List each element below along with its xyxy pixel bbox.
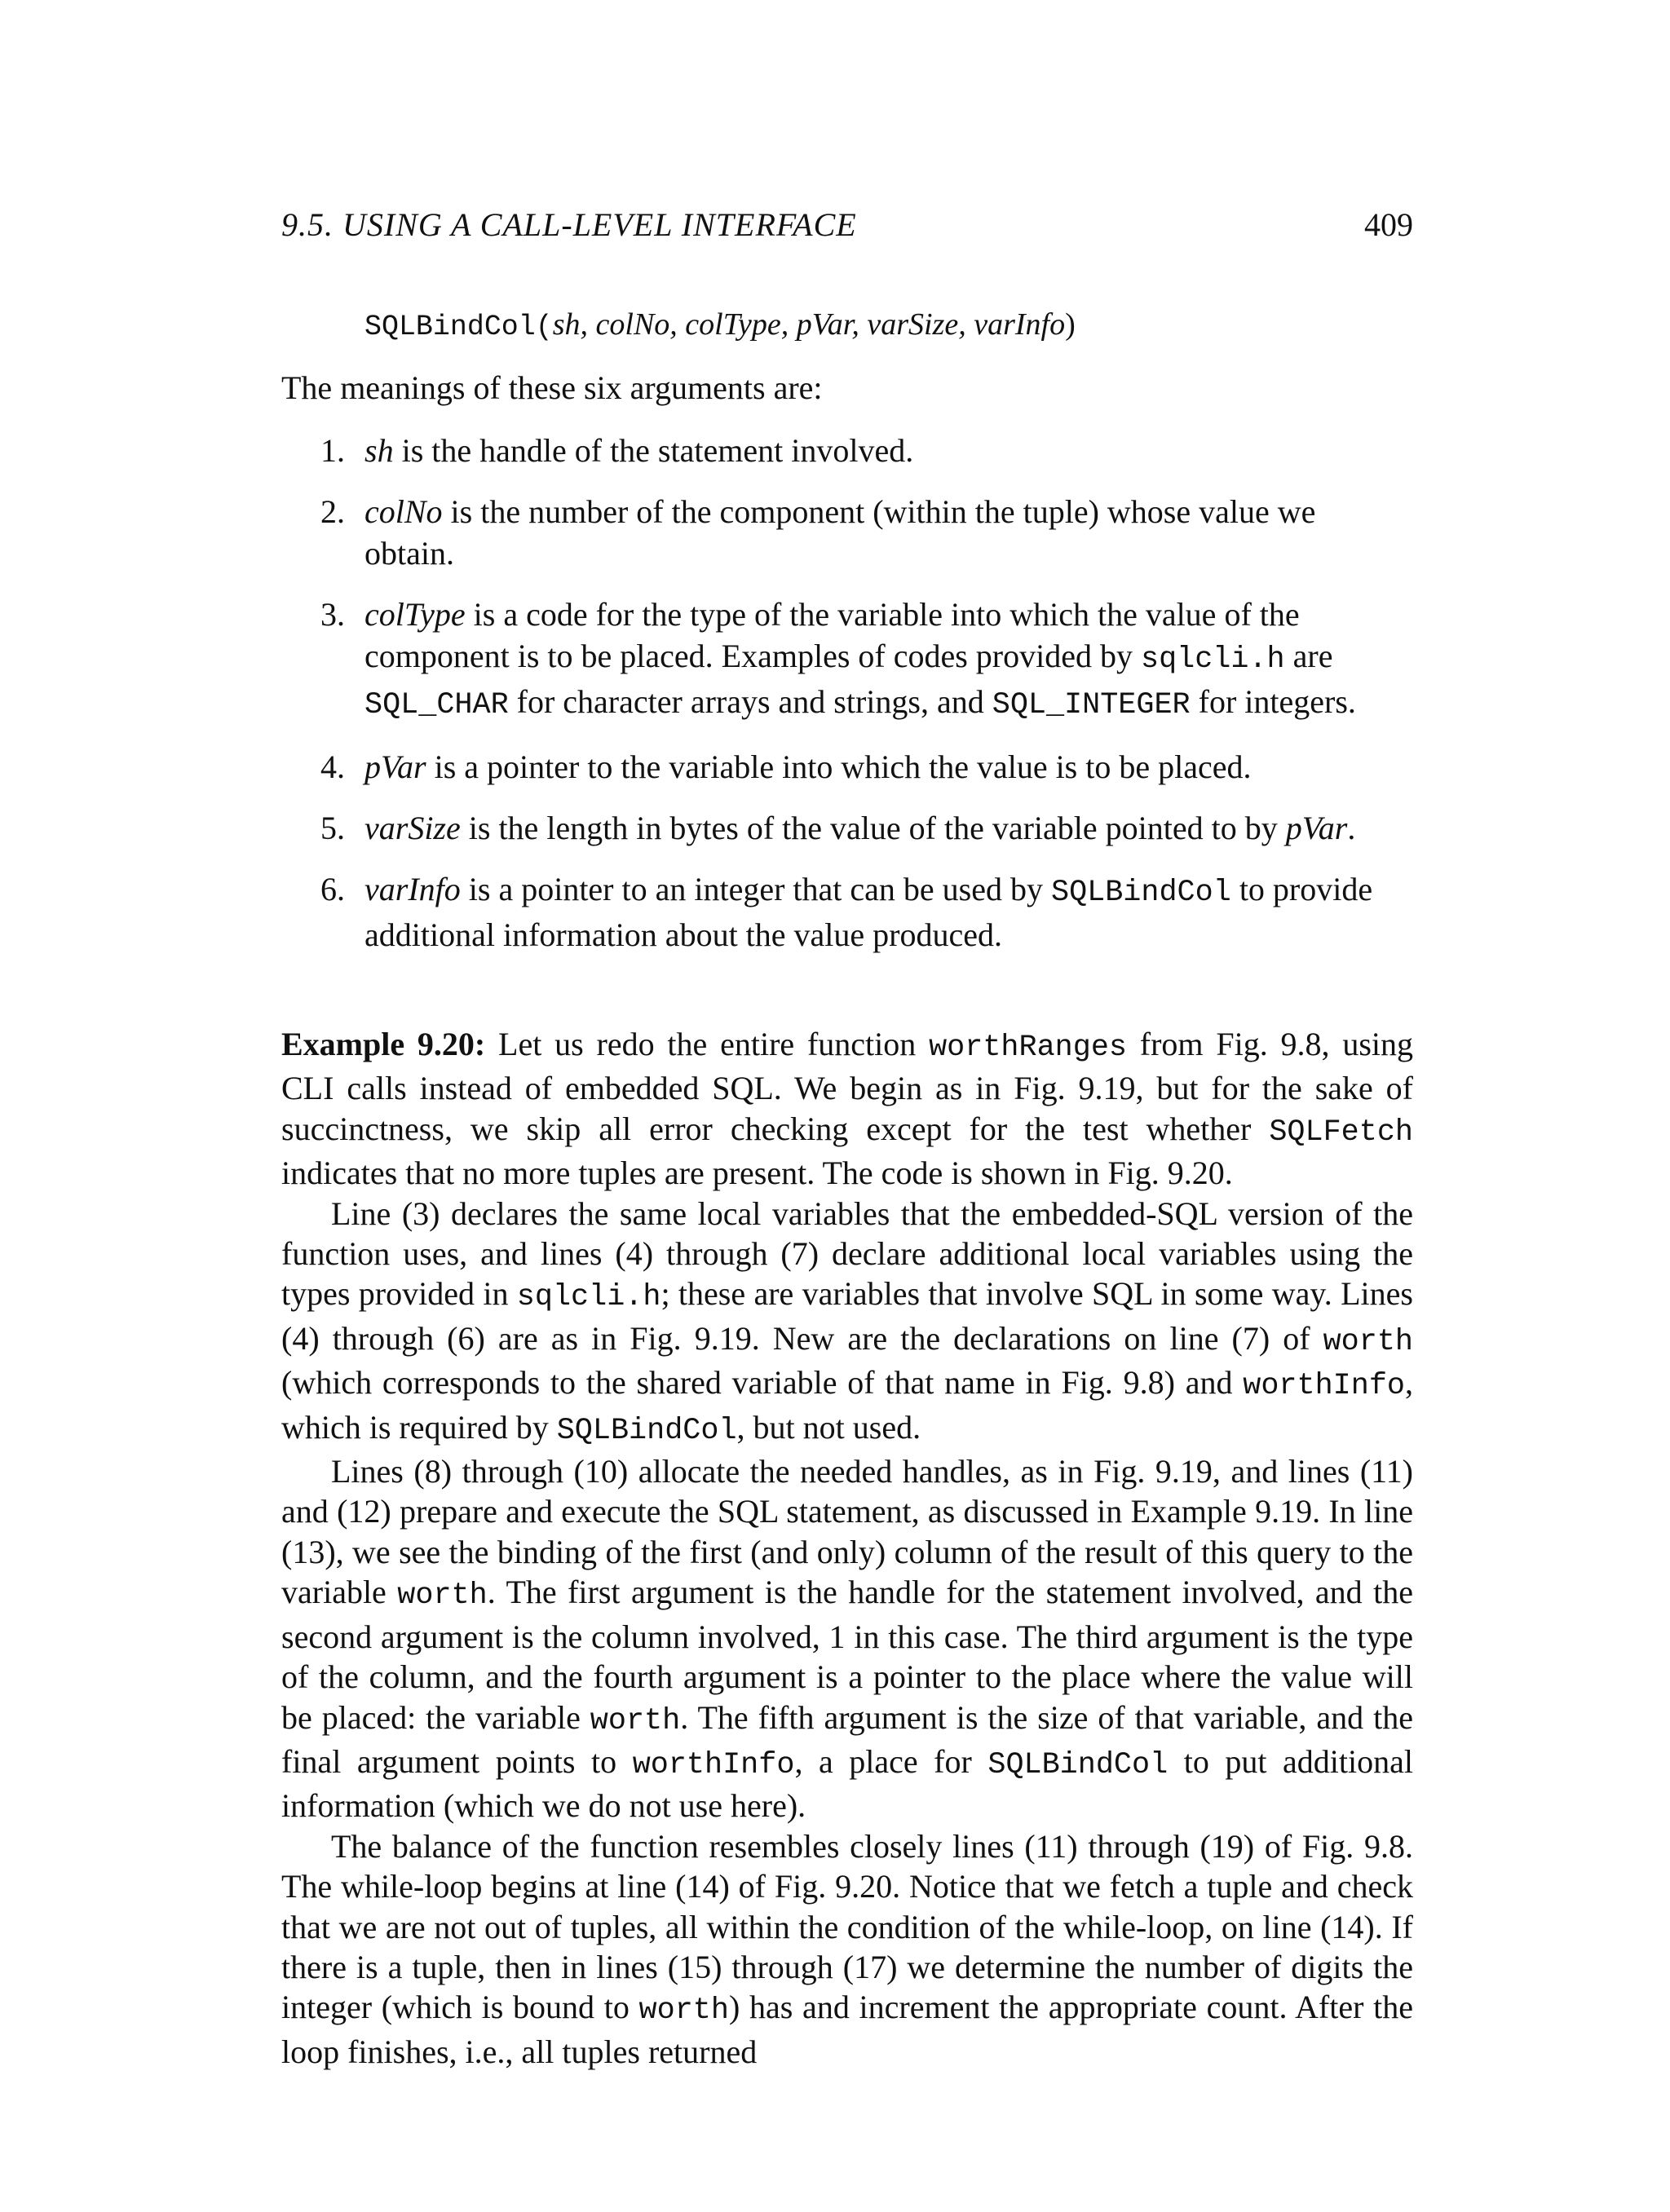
page-number: 409 — [1364, 206, 1413, 243]
paragraph-text: , a place for — [794, 1742, 988, 1780]
code-text: sqlcli.h — [516, 1280, 661, 1315]
example-label: Example 9.20: — [281, 1026, 486, 1062]
list-number: 4. — [320, 748, 345, 785]
paragraph-text: to put additional information (which we do not use here). — [281, 1742, 1413, 1825]
argument-term: sh — [364, 432, 394, 469]
argument-term: varInfo — [364, 871, 461, 907]
argument-description: are — [1284, 638, 1333, 674]
argument-term: colType — [364, 596, 466, 633]
argument-description: is the handle of the statement involved. — [393, 432, 914, 469]
list-item — [281, 807, 1413, 849]
paragraph — [281, 1826, 1413, 2072]
code-text: SQLBindCol — [1050, 876, 1231, 910]
list-item — [281, 491, 1413, 574]
running-header — [281, 205, 1413, 251]
code-text: worth — [590, 1703, 681, 1738]
argument-description: is a pointer to the variable into which the value is to be placed. — [426, 748, 1252, 785]
argument-list — [281, 430, 1413, 975]
section-title: 9.5. USING A CALL-LEVEL INTERFACE — [281, 206, 857, 243]
list-number: 2. — [320, 493, 345, 530]
paragraph — [281, 1194, 1413, 1451]
argument-description: . — [1347, 810, 1356, 846]
paragraph — [281, 1451, 1413, 1826]
list-number: 5. — [320, 810, 345, 846]
paragraph-text: from Fig. 9.8, using CLI calls instead of embedded SQL. We begin as in Fig. 9.19, but for the sake of succinctness, we skip all error checking except for the test whether — [281, 1026, 1414, 1147]
code-text: worthInfo — [632, 1747, 795, 1782]
list-item — [281, 746, 1413, 788]
paragraph-text: . The fifth argument is the size of that variable, and the final argument points to — [281, 1698, 1413, 1780]
paragraph-text: Line (3) declares the same local variables that the embedded-SQL version of the function uses, and lines (4) through (7) declare additional local variables using the types provided in — [281, 1194, 1413, 1313]
argument-term: colNo — [364, 493, 443, 530]
code-text: SQL_INTEGER — [992, 688, 1191, 722]
arguments-intro: The meanings of these six arguments are: — [281, 369, 823, 406]
code-text: worth — [1323, 1324, 1413, 1359]
code-text: SQLBindCol — [556, 1413, 737, 1448]
body-text — [281, 1024, 1413, 2072]
code-text: worth — [638, 1993, 729, 2029]
code-text: SQLBindCol — [987, 1747, 1169, 1782]
paragraph-text: Let us redo the entire function — [485, 1026, 930, 1062]
argument-description: is the number of the component (within the tuple) whose value we obtain. — [364, 493, 1316, 572]
paragraph-text: The balance of the function resembles closely lines (11) through (19) of Fig. 9.8. The while-loop begins at line (14) of Fig. 9.20. Notice that we fetch a tuple and check that we are not out of tuples, all within the condition of the while-loop, on line (14). If there is a tuple, then in lines (15) through (17) we determine the number of digits the integer (which is bound to — [281, 1827, 1413, 2026]
code-text: worthRanges — [929, 1031, 1127, 1065]
list-number: 1. — [320, 432, 345, 469]
argument-description: is the length in bytes of the value of the variable pointed to by — [460, 810, 1286, 846]
argument-description: to provide additional information about the value produced. — [364, 871, 1373, 953]
list-number: 6. — [320, 871, 345, 907]
function-signature — [364, 307, 1076, 343]
signature-function-name: SQLBindCol( — [364, 311, 553, 343]
signature-close-paren: ) — [1065, 307, 1076, 342]
paragraph-text: (which corresponds to the shared variable of that name in Fig. 9.8) and — [281, 1364, 1244, 1402]
argument-term: varSize — [364, 810, 461, 846]
signature-arguments: sh, colNo, colType, pVar, varSize, varInfo — [552, 307, 1066, 342]
code-text: SQLFetch — [1269, 1115, 1413, 1150]
paragraph-text: Lines (8) through (10) allocate the needed handles, as in Fig. 9.19, and lines (11) and (12) prepare and execute the SQL statement, as discussed in Example 9.19. In line (13), we see the binding of the first (and only) column of the result of this query to the variable — [281, 1453, 1413, 1611]
list-item — [281, 430, 1413, 471]
paragraph-text: ; these are variables that involve SQL in some way. Lines (4) through (6) are as in Fig. 9.19. New are the declarations on line (7) of — [281, 1275, 1413, 1357]
code-text: sqlcli.h — [1140, 642, 1285, 677]
code-text: SQL_CHAR — [364, 688, 509, 722]
list-item — [281, 868, 1413, 956]
paragraph-text: , but not used. — [736, 1408, 921, 1446]
paragraph-text: . The first argument is the handle for the statement involved, and the second argument is the column involved, 1 in this case. The third argument is the type of the column, and the fourth argument is a pointer to the place where the value will be placed: the variable — [281, 1574, 1414, 1736]
list-number: 3. — [320, 596, 345, 633]
paragraph-text: , which is required by — [281, 1364, 1413, 1446]
argument-term: pVar — [364, 748, 426, 785]
paragraph-text: ) has and increment the appropriate count. After the loop finishes, i.e., all tuples returned — [281, 1989, 1414, 2070]
paragraph-text: indicates that no more tuples are present. The code is shown in Fig. 9.20. — [281, 1155, 1233, 1192]
argument-description: for character arrays and strings, and — [508, 683, 992, 720]
argument-description: is a pointer to an integer that can be used by — [460, 871, 1051, 907]
argument-description: is a code for the type of the variable into which the value of the component is to be placed. Examples of codes provided by — [364, 596, 1300, 674]
argument-description: for integers. — [1190, 683, 1356, 720]
code-text: worthInfo — [1243, 1369, 1405, 1404]
example-paragraph — [281, 1024, 1413, 1194]
list-item — [281, 594, 1413, 726]
argument-term: pVar — [1285, 810, 1348, 846]
code-text: worth — [397, 1578, 488, 1614]
